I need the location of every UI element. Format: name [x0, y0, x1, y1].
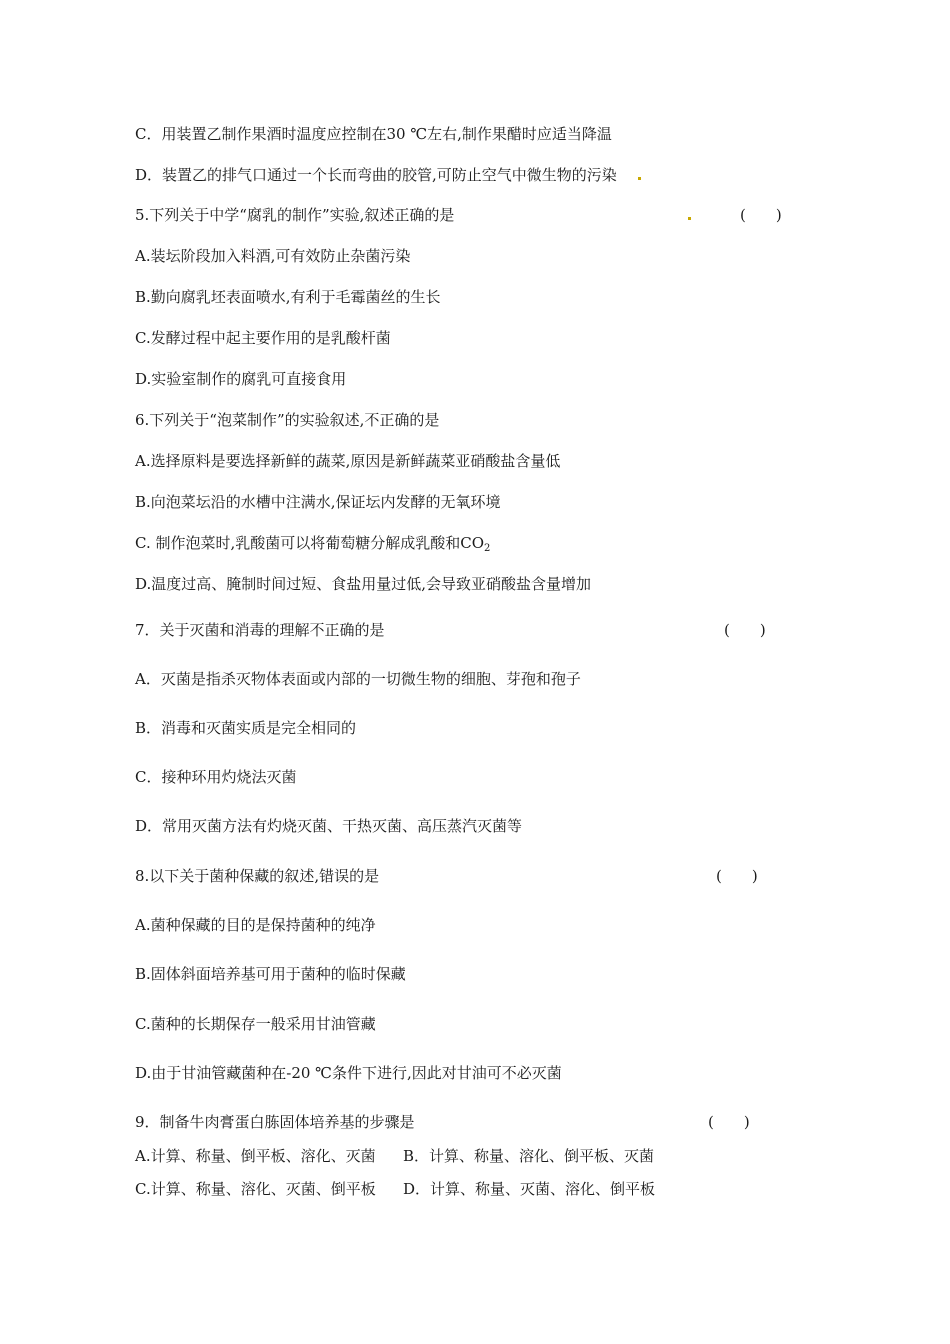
- question-7-option-d: D．常用灭菌方法有灼烧灭菌、干热灭菌、高压蒸汽灭菌等: [135, 817, 523, 835]
- question-8-option-d: D.由于甘油管藏菌种在-20 ℃条件下进行,因此对甘油可不必灭菌: [135, 1064, 562, 1082]
- question-4-option-d: D．装置乙的排气口通过一个长而弯曲的胶管,可防止空气中微生物的污染: [135, 166, 617, 184]
- question-7-option-a: A．灭菌是指杀灭物体表面或内部的一切微生物的细胞、芽孢和孢子: [135, 670, 581, 688]
- question-8-option-a: A.菌种保藏的目的是保持菌种的纯净: [135, 916, 376, 934]
- yellow-speck-mark: [638, 177, 641, 180]
- question-5-option-b: B.勤向腐乳坯表面喷水,有利于毛霉菌丝的生长: [135, 288, 441, 306]
- question-5-answer-blank: ( ): [740, 206, 782, 224]
- question-9-option-c: C.计算、称量、溶化、灭菌、倒平板: [135, 1180, 376, 1198]
- question-5-option-c: C.发酵过程中起主要作用的是乳酸杆菌: [135, 329, 391, 347]
- question-6-option-b: B.向泡菜坛沿的水槽中注满水,保证坛内发酵的无氧环境: [135, 493, 501, 511]
- question-7-stem: 7．关于灭菌和消毒的理解不正确的是: [135, 621, 385, 639]
- question-9-option-row-2: [135, 1179, 695, 1199]
- question-4-option-c: C．用装置乙制作果酒时温度应控制在30 ℃左右,制作果醋时应适当降温: [135, 125, 612, 143]
- question-7-option-b: B．消毒和灭菌实质是完全相同的: [135, 719, 357, 737]
- question-5-stem: 5.下列关于中学“腐乳的制作”实验,叙述正确的是: [135, 206, 455, 224]
- yellow-speck-mark: [688, 217, 691, 220]
- question-6-option-c-text: C. 制作泡菜时,乳酸菌可以将葡萄糖分解成乳酸和CO: [135, 534, 485, 552]
- question-9-option-d: D．计算、称量、灭菌、溶化、倒平板: [403, 1180, 656, 1198]
- co2-subscript: 2: [484, 543, 491, 554]
- question-9-answer-blank: ( ): [708, 1113, 750, 1131]
- question-5-option-a: A.装坛阶段加入料酒,可有效防止杂菌污染: [135, 247, 411, 265]
- question-9-option-row-1: [135, 1146, 695, 1166]
- question-8-option-b: B.固体斜面培养基可用于菌种的临时保藏: [135, 965, 406, 983]
- question-8-option-c: C.菌种的长期保存一般采用甘油管藏: [135, 1015, 376, 1033]
- question-8-answer-blank: ( ): [716, 867, 758, 885]
- question-9-option-b: B．计算、称量、溶化、倒平板、灭菌: [403, 1147, 655, 1165]
- question-6-option-c: [135, 533, 490, 559]
- question-9-option-a: A.计算、称量、倒平板、溶化、灭菌: [135, 1147, 376, 1165]
- question-7-option-c: C．接种环用灼烧法灭菌: [135, 768, 297, 786]
- question-6-option-d: D.温度过高、腌制时间过短、食盐用量过低,会导致亚硝酸盐含量增加: [135, 575, 592, 593]
- question-7-answer-blank: ( ): [724, 621, 766, 639]
- question-5-option-d: D.实验室制作的腐乳可直接食用: [135, 370, 347, 388]
- question-9-stem: 9．制备牛肉膏蛋白胨固体培养基的步骤是: [135, 1113, 415, 1131]
- question-8-stem: 8.以下关于菌种保藏的叙述,错误的是: [135, 867, 380, 885]
- question-6-stem: 6.下列关于“泡菜制作”的实验叙述,不正确的是: [135, 411, 440, 429]
- question-6-option-a: A.选择原料是要选择新鲜的蔬菜,原因是新鲜蔬菜亚硝酸盐含量低: [135, 452, 561, 470]
